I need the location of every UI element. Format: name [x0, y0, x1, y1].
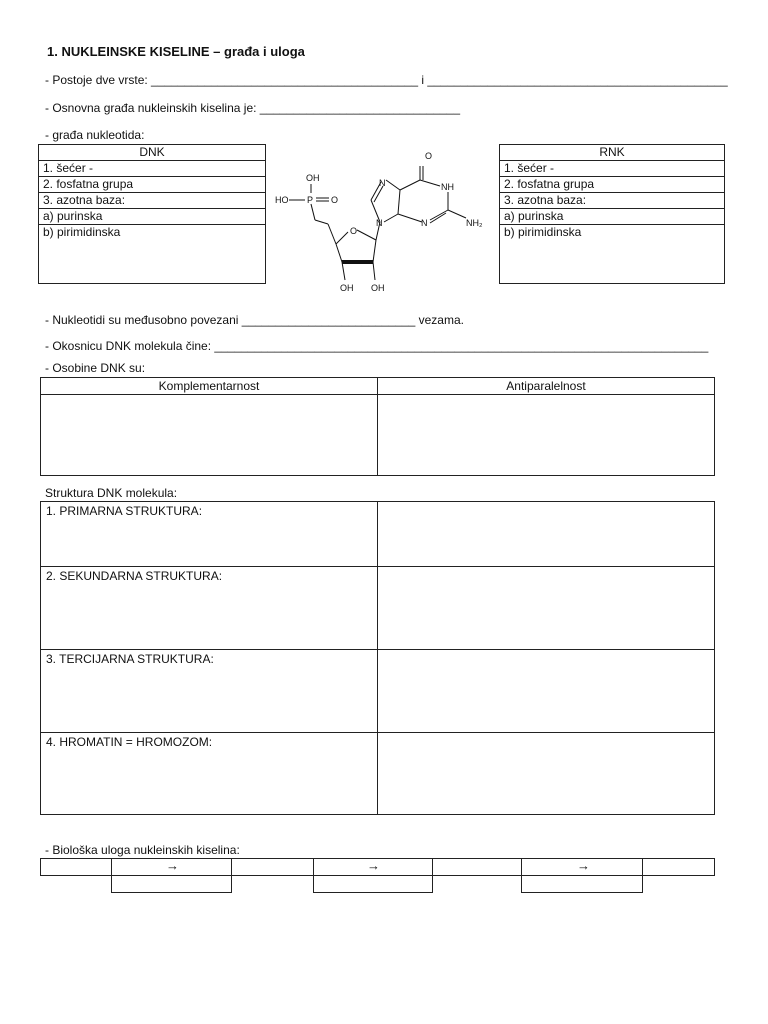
line-bioloska-uloga: - Biološka uloga nukleinskih kiselina:	[45, 843, 240, 857]
rnk-table	[499, 144, 725, 284]
structure-answer-cell[interactable]	[378, 502, 715, 567]
dnk-row: b) pirimidinska	[39, 225, 266, 284]
dnk-table	[38, 144, 266, 284]
mol-label-p: P	[307, 195, 314, 205]
line-gradja-nukleotida: - građa nukleotida:	[45, 128, 145, 142]
structure-label: 3. TERCIJARNA STRUKTURA:	[41, 650, 378, 733]
rnk-header: RNK	[500, 145, 725, 161]
line-povezani: - Nukleotidi su međusobno povezani __________________________ vezama.	[45, 313, 464, 327]
line-struktura: Struktura DNK molekula:	[45, 486, 178, 500]
dnk-row: 1. šećer -	[39, 161, 266, 177]
line-vrste: - Postoje dve vrste: ________________________________________ i _____________________________________________	[45, 73, 728, 87]
mol-label-n7: N	[379, 178, 386, 188]
mol-label-o-double: O	[331, 195, 339, 205]
mol-label-oh3: OH	[340, 283, 354, 293]
dnk-header: DNK	[39, 145, 266, 161]
title-dash: –	[209, 44, 224, 59]
mol-label-nh: NH	[441, 182, 454, 192]
komplementarnost-answer-cell[interactable]	[41, 395, 378, 476]
flow-arrow-icon: →	[166, 858, 179, 873]
mol-label-o-carbonyl: O	[425, 151, 433, 161]
dnk-row: 3. azotna baza:	[39, 193, 266, 209]
structure-label: 1. PRIMARNA STRUKTURA:	[41, 502, 378, 567]
line-okosnica: - Okosnicu DNK molekula čine: __________________________________________________________________________	[45, 339, 709, 353]
mol-label-ho: HO	[275, 195, 289, 205]
structure-label: 2. SEKUNDARNA STRUKTURA:	[41, 567, 378, 650]
mol-label-n3: N	[421, 218, 428, 228]
rnk-row: a) purinska	[500, 209, 725, 225]
flow-arrow-icon: →	[577, 858, 590, 873]
rnk-row: b) pirimidinska	[500, 225, 725, 284]
mol-label-oh2: OH	[371, 283, 385, 293]
flow-box-2-below[interactable]	[313, 875, 433, 893]
rnk-row: 1. šećer -	[500, 161, 725, 177]
structure-answer-cell[interactable]	[378, 567, 715, 650]
dnk-properties-table	[40, 377, 715, 476]
dnk-row: 2. fosfatna grupa	[39, 177, 266, 193]
dnk-structure-table	[40, 501, 715, 815]
col-antiparalelnost: Antiparalelnost	[378, 378, 715, 395]
structure-label: 4. HROMATIN = HROMOZOM:	[41, 733, 378, 815]
title-rest: građa i uloga	[224, 44, 305, 59]
line-osnovna-gradja: - Osnovna građa nukleinskih kiselina je: ______________________________	[45, 101, 460, 115]
mol-label-n9: N	[376, 218, 383, 228]
mol-label-oh-top: OH	[306, 173, 320, 183]
dnk-row: a) purinska	[39, 209, 266, 225]
page-title	[47, 44, 305, 59]
title-main: 1. NUKLEINSKE KISELINE	[47, 44, 210, 59]
structure-answer-cell[interactable]	[378, 733, 715, 815]
line-osobine: - Osobine DNK su:	[45, 361, 146, 375]
rnk-row: 2. fosfatna grupa	[500, 177, 725, 193]
mol-label-o-ring: O	[350, 226, 358, 236]
nucleotide-structure-diagram	[268, 144, 496, 296]
mol-label-nh2: NH₂	[466, 218, 483, 228]
structure-answer-cell[interactable]	[378, 650, 715, 733]
flow-box-1-below[interactable]	[111, 875, 232, 893]
flow-arrow-icon: →	[367, 858, 380, 873]
flow-box-3-below[interactable]	[521, 875, 643, 893]
col-komplementarnost: Komplementarnost	[41, 378, 378, 395]
rnk-row: 3. azotna baza:	[500, 193, 725, 209]
antiparalelnost-answer-cell[interactable]	[378, 395, 715, 476]
